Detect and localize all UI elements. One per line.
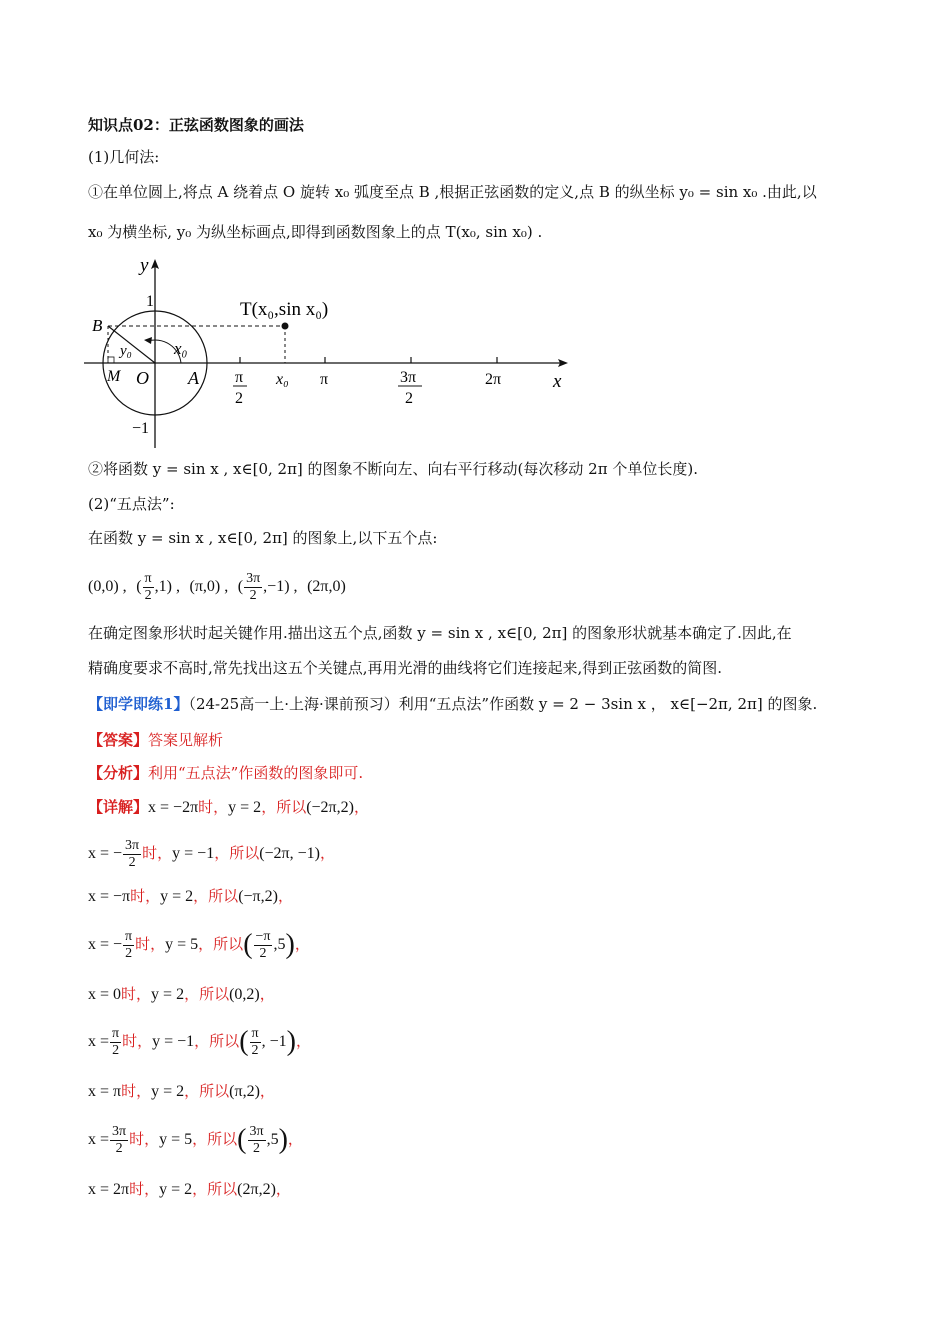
- step-7: x = π时，y = 2，所以(π,2)，: [88, 1082, 275, 1100]
- analysis-text: 利用“五点法”作函数的图象即可.: [148, 764, 364, 782]
- tick-label-2pi: 2π: [485, 371, 502, 388]
- step-2: x = − $\frac{3\pi}{2}$ 时，y = −1，所以(−2π, −1)，: [88, 837, 335, 870]
- point-5: (2π,0): [307, 578, 346, 595]
- point-4-frac: $\frac{3\pi}{2}$: [246, 570, 261, 603]
- point-3: (π,0) ,: [189, 578, 229, 595]
- step-8: x = $\frac{3\pi}{2}$ 时，y = 5，所以( $\frac{3\pi}{2}$ ,5)，: [88, 1123, 303, 1156]
- angle-arc-arrow: [144, 337, 152, 344]
- practice-line: [88, 693, 868, 715]
- geometric-method-title: (1)几何法:: [88, 148, 160, 166]
- x-axis-label: x: [553, 371, 562, 392]
- tick-label-x0: x₀: [276, 371, 289, 388]
- label-b: B: [92, 316, 103, 335]
- step-4: x = − $\frac{\pi}{2}$ 时，y = 5，所以( $\frac{-\pi}{2}$ ,5)，: [88, 928, 310, 961]
- answer-text: 答案见解析: [148, 731, 224, 749]
- point-2-frac: $\frac{\pi}{2}$: [144, 570, 152, 603]
- answer-line: [88, 729, 868, 751]
- practice-tag: 【即学即练1】: [88, 695, 189, 713]
- tick-label-pi-half-den: 2: [235, 390, 243, 407]
- tick-label-3pi-half-den: 2: [405, 390, 413, 407]
- unit-circle-figure: [84, 253, 584, 453]
- step-3: x = −π时，y = 2，所以(−π,2)，: [88, 887, 293, 905]
- tick-label-neg1: −1: [132, 420, 150, 437]
- point-t-label: T(x₀,sin x₀): [240, 299, 329, 320]
- five-point-paragraph-1: 在函数 y = sin x , x∈[0, 2π] 的图象上,以下五个点:: [88, 529, 438, 547]
- five-points-row: (0,0) , ( $\frac{\pi}{2}$ ,1) , (π,0) , ( $\frac{3\pi}{2}$ ,−1) , (2π,0): [88, 570, 346, 603]
- five-point-paragraph-2: 在确定图象形状时起关键作用.描出这五个点,函数 y = sin x , x∈[0, 2π] 的图象形状就基本确定了.因此,在: [88, 624, 792, 642]
- step-1: 【详解】x = −2π时，y = 2，所以(−2π,2)，: [88, 798, 369, 816]
- five-point-title: (2)“五点法”:: [88, 495, 175, 513]
- geometric-paragraph-3: ②将函数 y = sin x , x∈[0, 2π] 的图象不断向左、向右平行移动(每次移动 2π 个单位长度).: [88, 460, 698, 478]
- point-1: (0,0) ,: [88, 578, 127, 595]
- analysis-line: [88, 762, 868, 784]
- y-axis-label: y: [140, 255, 149, 276]
- tick-label-1: 1: [146, 293, 154, 310]
- label-o: O: [136, 368, 149, 388]
- label-y0: y₀: [120, 343, 132, 359]
- answer-tag: 【答案】: [88, 731, 149, 749]
- section-heading: 知识点02：正弦函数图象的画法: [88, 116, 304, 134]
- detail-tag: 【详解】: [88, 798, 149, 816]
- tick-label-pi: π: [320, 371, 329, 388]
- geometric-paragraph-2: x₀ 为横坐标, y₀ 为纵坐标画点,即得到函数图象上的点 T(x₀, sin x₀) .: [88, 223, 543, 241]
- step-6: x = $\frac{\pi}{2}$ 时，y = −1，所以( $\frac{\pi}{2}$ , −1)，: [88, 1025, 311, 1058]
- label-x0-angle: x₀: [174, 339, 188, 358]
- right-angle-mark: [108, 357, 114, 363]
- analysis-tag: 【分析】: [88, 764, 149, 782]
- tick-label-pi-half-num: π: [235, 369, 244, 386]
- label-a: A: [188, 368, 199, 388]
- geometric-paragraph-1: ①在单位圆上,将点 A 绕着点 O 旋转 x₀ 弧度至点 B ,根据正弦函数的定义,点 B 的纵坐标 y₀ = sin x₀ .由此,以: [88, 183, 817, 201]
- step-5: x = 0时，y = 2，所以(0,2)，: [88, 985, 275, 1003]
- tick-label-3pi-half-num: 3π: [400, 369, 417, 386]
- five-point-paragraph-3: 精确度要求不高时,常先找出这五个关键点,再用光滑的曲线将它们连接起来,得到正弦函数的简图.: [88, 659, 723, 677]
- point-t: [282, 323, 289, 330]
- practice-source: （24-25高一上·上海·课前预习）利用“五点法”作函数 y = 2 − 3sin x ， x∈[−2π, 2π] 的图象.: [188, 695, 818, 713]
- step-9: x = 2π时，y = 2，所以(2π,2)，: [88, 1180, 291, 1198]
- label-m: M: [107, 368, 121, 385]
